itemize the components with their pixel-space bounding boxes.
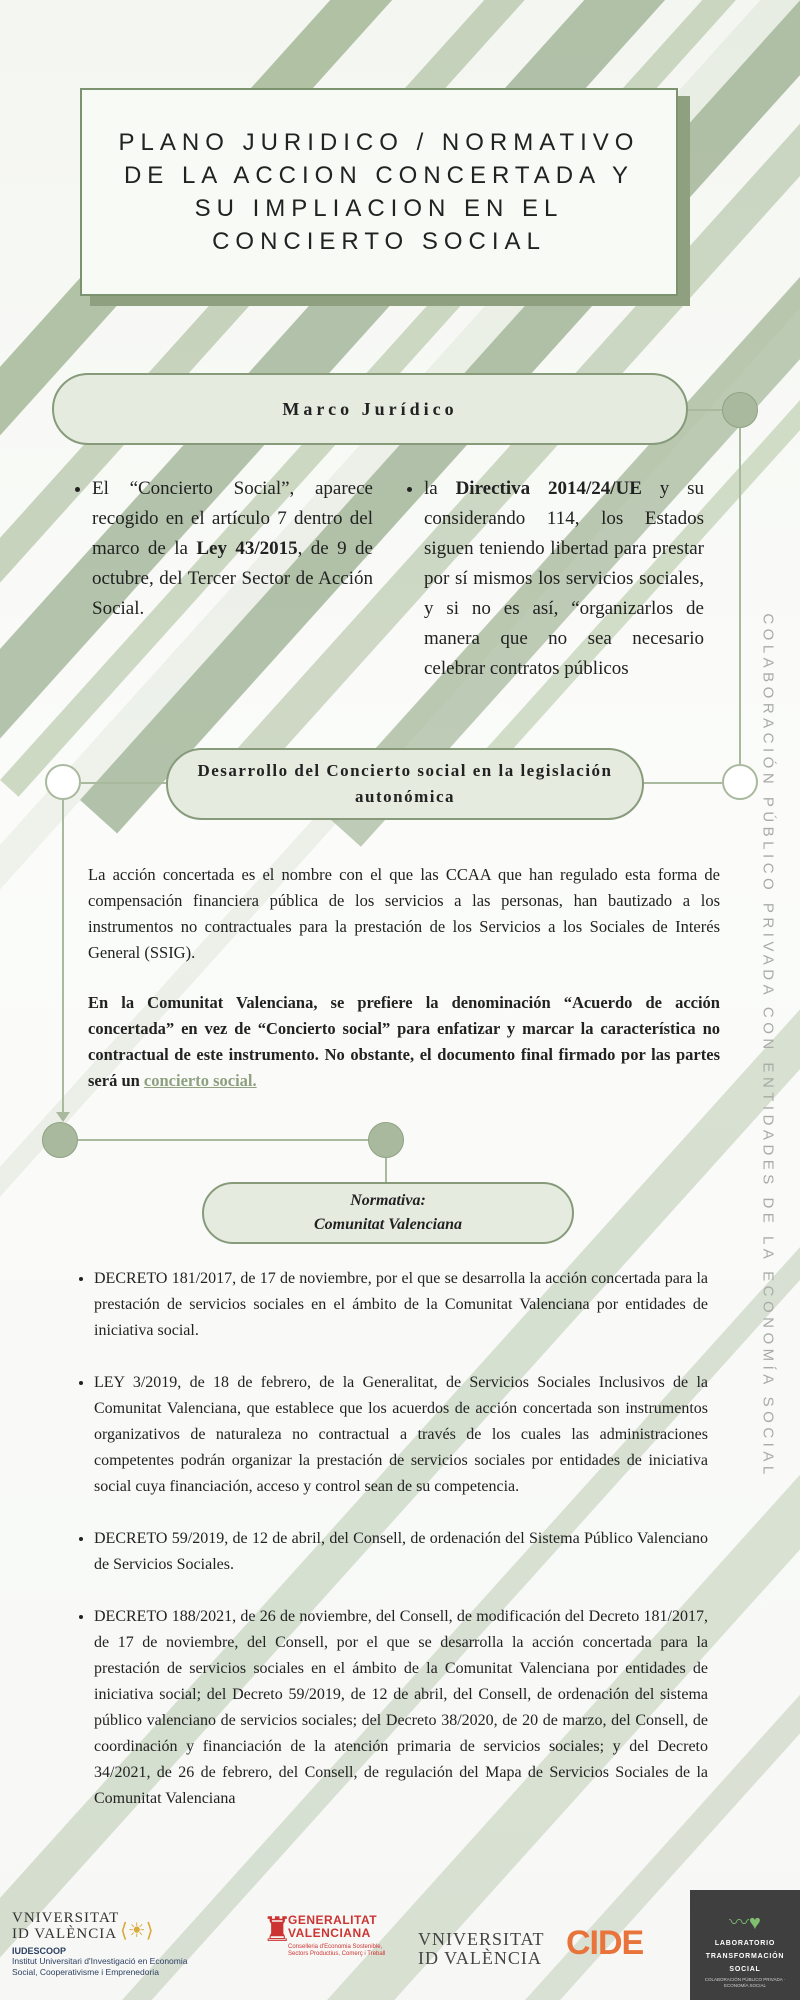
side-vertical-text: COLABORACIÓN PÚBLICO PRIVADA CON ENTIDADES DE LA ECONOMÍA SOCIAL [759, 613, 777, 1479]
paragraph-text: En la Comunitat Valenciana, se prefiere la denominación “Acuerdo de acción concertada” en vez de “Concierto social” para enfatizar y marcar la característica no contractual de este instrumento. No obstante, el documento final firmado por las partes será un [88, 993, 720, 1090]
directive-reference: Directiva 2014/24/UE [455, 478, 642, 499]
logo-cide: CIDE [566, 1924, 644, 1962]
logo-text: COLABORACIÓN PÚBLICO PRIVADA · ECONOMÍA SOCIAL [704, 1977, 786, 1988]
marco-left-column [70, 474, 373, 624]
desarrollo-heading: Desarrollo del Concierto social en la legislación autonómica [166, 748, 644, 820]
logo-text: VNIVERSITAT [12, 1910, 120, 1926]
connector-line [385, 1158, 387, 1182]
logo-text: ID VALÈNCIA [418, 1948, 542, 1968]
bullet-text: , de 9 de octubre, del Tercer Sector de Acción Social. [92, 538, 373, 619]
university-emblem-icon: ⟨☀⟩ [120, 1920, 154, 1942]
concierto-social-link[interactable]: concierto social. [143, 1071, 257, 1090]
desarrollo-paragraph-1: La acción concertada es el nombre con el que las CCAA que han regulado esta forma de compensación financiera pública de los servicios a las personas, han bautizado a los instrumentos no contractuales para la prestación de los Servicios a los Sociales de Interés General (SSIG). [88, 865, 720, 962]
node-marco [722, 392, 758, 428]
logo-iudescoop [12, 1910, 262, 1978]
normativa-item: • DECRETO 181/2017, de 17 de noviembre, por el que se desarrolla la acción concertada para la prestación de servicios sociales en el ámbito de la Comunitat Valenciana por entidades de iniciativa social. [94, 1266, 708, 1344]
normativa-item: • DECRETO 59/2019, de 12 de abril, del Consell, de ordenación del Sistema Público Valenciano de Servicios Sociales. [94, 1526, 708, 1578]
logo-text: ID VALÈNCIA [12, 1926, 118, 1942]
connector-line [81, 782, 166, 784]
logo-text: Social, Cooperativisme i Emprenedoria [12, 1967, 159, 1977]
marco-juridico-heading: Marco Jurídico [52, 373, 688, 445]
bullet-text: y su considerando 114, los Estados siguen teniendo libertad para prestar por sí mismos los servicios sociales, y si no es así, “organizarlos de manera que no sea necesario celebrar contratos públicos [424, 478, 704, 679]
logo-text: SOCIAL [729, 1966, 761, 1973]
normativa-list [74, 1266, 708, 1838]
logo-text: TRANSFORMACIÓN [705, 1953, 785, 1960]
heartbeat-icon: 〰♥ [729, 1912, 761, 1934]
connector-line [62, 800, 64, 1120]
node-right-desarrollo [722, 764, 758, 800]
node-bottom-left [42, 1122, 78, 1158]
logo-universitat-valencia [418, 1930, 548, 1968]
title-box [80, 88, 678, 296]
generalitat-shield-icon: ♜ [262, 1911, 293, 1949]
bullet-text: la [424, 478, 456, 499]
marco-right-column [402, 474, 704, 684]
logo-text: GENERALITAT [288, 1913, 378, 1927]
marco-right-bullet [424, 474, 704, 684]
connector-line [686, 409, 724, 411]
logo-text: Institut Universitari d'Investigació en Economia [12, 1956, 188, 1966]
logo-text: VNIVERSITAT [418, 1929, 545, 1949]
marco-left-bullet [92, 474, 373, 624]
logo-text: VALENCIANA [288, 1926, 371, 1940]
page-title: PLANO JURIDICO / NORMATIVO DE LA ACCION CONCERTADA Y SU IMPLIACION EN EL CONCIERTO SOCIAL [118, 129, 640, 255]
law-reference: Ley 43/2015 [196, 538, 298, 559]
footer-logos [0, 1880, 800, 2000]
logo-text: IUDESCOOP [12, 1946, 67, 1956]
desarrollo-paragraph-2 [88, 990, 720, 1094]
normativa-heading-line2: Comunitat Valenciana [313, 1216, 463, 1233]
node-normativa [368, 1122, 404, 1158]
logo-text: Conselleria d'Economia Sostenible, Sectors Productius, Comerç i Treball [288, 1944, 386, 1957]
logo-text: LABORATORIO [714, 1940, 776, 1947]
normativa-item: • LEY 3/2019, de 18 de febrero, de la Generalitat, de Servicios Sociales Inclusivos de la Comunitat Valenciana, que establece que los acuerdos de acción concertada son instrumentos organizativos de naturaleza no contractual a través de los cuales las administraciones competentes podrán organizar la prestación de servicios sociales por entidades de iniciativa social cuya financiación, acceso y control sean de su competencia. [94, 1370, 708, 1500]
normativa-heading-line1: Normativa: [350, 1192, 426, 1209]
arrow-down-icon [56, 1112, 70, 1122]
bullet-text: El “Concierto Social”, aparece recogido en el artículo 7 dentro del marco de la [92, 478, 373, 559]
normativa-heading [202, 1182, 574, 1244]
connector-line [739, 428, 741, 764]
normativa-item: • DECRETO 188/2021, de 26 de noviembre, del Consell, de modificación del Decreto 181/2017, de 17 de noviembre, del Consell, por el que se desarrolla la acción concertada para la prestación de servicios sociales en el ámbito de la Comunitat Valenciana por entidades de iniciativa social; del Decreto 59/2019, de 12 de abril, del Consell, de ordenación del sistema público valenciano de servicios sociales; del Decreto 38/2020, de 20 de marzo, del Consell, de coordinación y financiación de la atención primaria de servicios sociales; y del Decreto 34/2021, de 26 de febrero, del Consell, de regulación del Mapa de Servicios Sociales de la Comunitat Valenciana [94, 1604, 708, 1812]
node-left-desarrollo [45, 764, 81, 800]
connector-line [644, 782, 722, 784]
logo-laboratorio [690, 1890, 800, 2000]
connector-line [78, 1139, 368, 1141]
